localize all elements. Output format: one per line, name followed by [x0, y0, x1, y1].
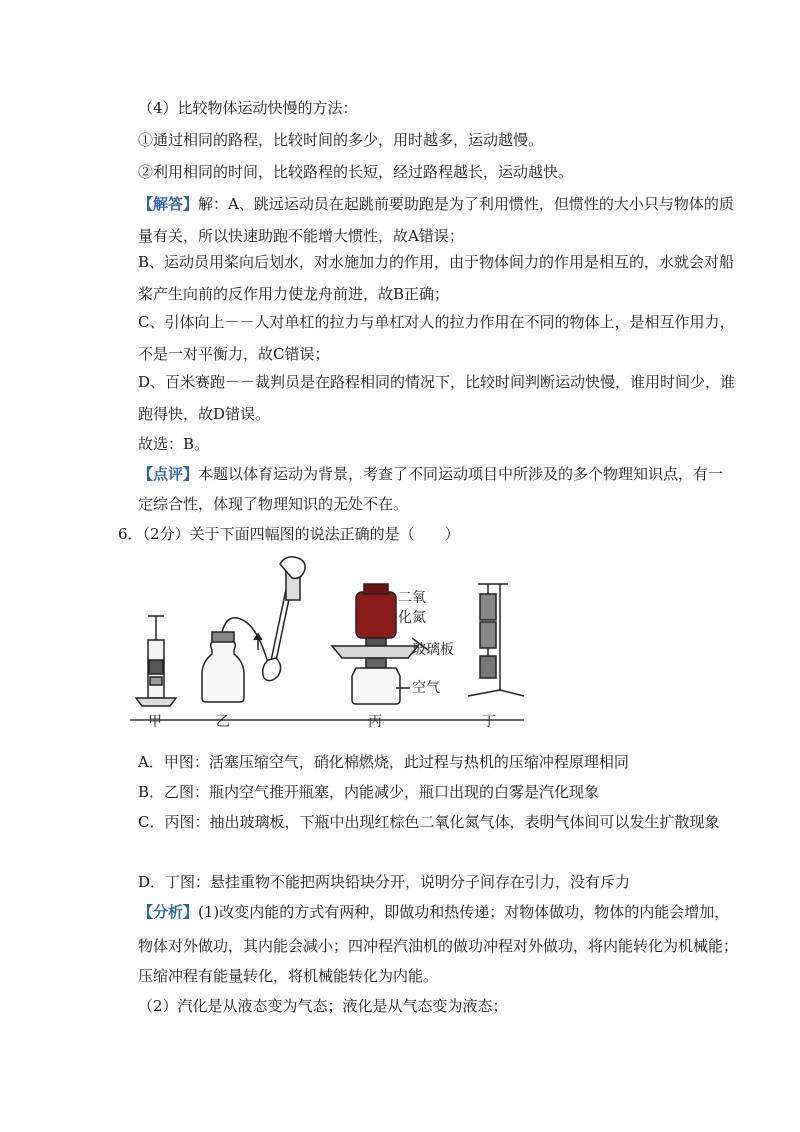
text-line: ①通过相同的路程，比较时间的多少，用时越多，运动越慢。 — [138, 131, 544, 149]
text-line: C、引体向上－－人对单杠的拉力与单杠对人的拉力作用在不同的物体上，是相互作用力， — [138, 313, 735, 331]
label-ding: 丁 — [482, 714, 496, 730]
text-line: （2）汽化是从液态变为气态；液化是从气态变为液态； — [138, 997, 508, 1015]
text-line: 不是一对平衡力，故C错误； — [138, 345, 330, 363]
label-no2-line2: 化氮 — [398, 610, 426, 626]
text-line: 量有关，所以快速助跑不能增大惯性，故A错误； — [138, 227, 464, 245]
figure-jia-piston — [136, 616, 176, 706]
analysis-tag: 【分析】 — [138, 903, 199, 921]
text-line: 跑得快，故D错误。 — [138, 405, 271, 423]
text-line: 故选：B。 — [138, 435, 210, 453]
text-line: （4）比较物体运动快慢的方法： — [138, 99, 358, 117]
label-air: 空气 — [412, 680, 440, 696]
text-line — [138, 902, 729, 922]
figure-yi-bottle-pump — [202, 557, 305, 702]
text-line: ②利用相同的时间，比较路程的长短，经过路程越长，运动越快。 — [138, 163, 574, 181]
answer-text: 解：A、跳远运动员在起跳前要助跑是为了利用惯性，但惯性的大小只与物体的质 — [198, 195, 734, 213]
analysis-text: (1)改变内能的方式有两种，即做功和热传递；对物体做功，物体的内能会增加， — [198, 903, 730, 921]
text-line: 物体对外做功，其内能会减小；四冲程汽油机的做功冲程对外做功，将内能转化为机械能； — [138, 937, 739, 955]
option-a: A．甲图：活塞压缩空气，硝化棉燃烧，此过程与热机的压缩冲程原理相同 — [138, 753, 629, 771]
no2-bottle — [356, 592, 396, 638]
glass-plate — [332, 646, 418, 658]
text-line: B、运动员用桨向后划水，对水施加力的作用，由于物体间力的作用是相互的，水就会对船 — [138, 253, 735, 271]
option-d: D．丁图：悬挂重物不能把两块铅块分开，说明分子间存在引力，没有斥力 — [138, 873, 631, 891]
text-line: 桨产生向前的反作用力使龙舟前进，故B正确； — [138, 285, 450, 303]
question-6: 6．（2分）关于下面四幅图的说法正确的是（ ） — [118, 525, 460, 543]
label-glass-plate: 玻璃板 — [412, 642, 454, 658]
answer-tag: 【解答】 — [138, 195, 199, 213]
comment-tag: 【点评】 — [138, 465, 199, 483]
label-no2-line1: 二氧 — [398, 590, 426, 606]
label-jia: 甲 — [148, 714, 162, 730]
text-line — [138, 194, 734, 214]
text-line — [138, 464, 723, 484]
text-line: D、百米赛跑－－裁判员是在路程相同的情况下，比较时间判断运动快慢，谁用时间少，谁 — [138, 373, 736, 391]
text-line: 定综合性，体现了物理知识的无处不在。 — [138, 495, 409, 513]
label-bing: 丙 — [368, 714, 382, 730]
label-yi: 乙 — [216, 714, 230, 730]
text-line: 压缩冲程有能量转化，将机械能转化为内能。 — [138, 967, 439, 985]
option-c: C．丙图：抽出玻璃板，下瓶中出现红棕色二氧化氮气体，表明气体间可以发生扩散现象 — [138, 813, 720, 831]
four-pictures-figure — [128, 550, 528, 730]
figure-ding-lead-blocks — [468, 584, 524, 696]
air-bottle — [352, 668, 400, 704]
option-b: B．乙图：瓶内空气推开瓶塞，内能减少，瓶口出现的白雾是汽化现象 — [138, 783, 600, 801]
comment-text: 本题以体育运动为背景，考查了不同运动项目中所涉及的多个物理知识点，有一 — [198, 465, 724, 483]
